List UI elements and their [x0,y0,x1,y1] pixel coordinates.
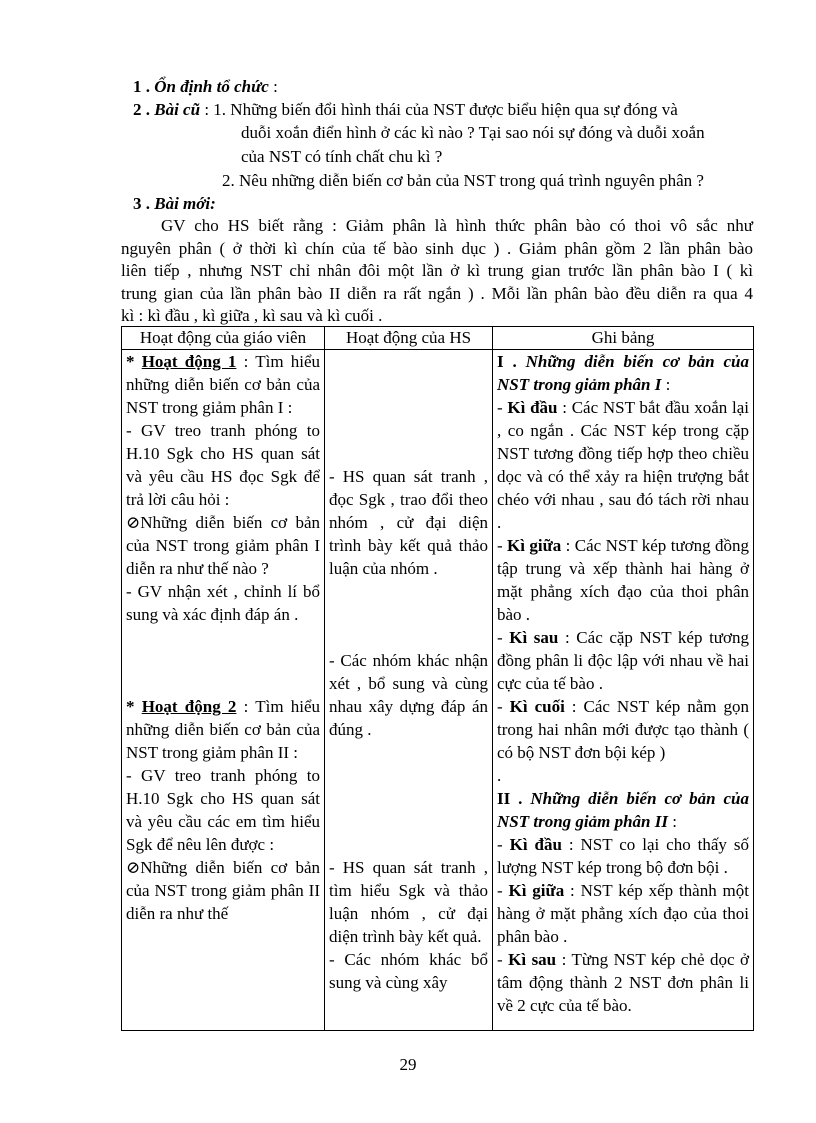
table-row [122,350,754,1031]
activity-2-title: Hoạt động 2 [141,697,237,716]
section-1-heading: 1 . Ổn định tổ chức : [133,77,278,96]
header-board: Ghi bảng [493,327,754,350]
intro-line-2: nguyên phân ( ở thời kì chín của tế bào sinh dục ) . Giảm phân gồm 2 lần phân bào [121,239,753,258]
student-activity-1a: - HS quan sát tranh , đọc Sgk , trao đổi theo nhóm , cử đại diện trình bày kết quả thảo luận của nhóm . [329,467,488,578]
old-lesson-q1-line3: của NST có tính chất chu kì ? [241,147,443,166]
intro-line-4: trung gian của lần phân bào II diễn ra rất ngắn ) . Mỗi lần phân bào đều diễn ra qua 4 [121,284,753,303]
header-teacher: Hoạt động của giáo viên [122,327,325,350]
page-number: 29 [399,1055,417,1074]
old-lesson-q1-line2: duỗi xoắn điển hình ở các kì nào ? Tại sao nói sự đóng và duỗi xoắn [241,123,705,142]
activity-1-title: Hoạt động 1 [141,352,237,371]
teacher-activity-2: * Hoạt động 2 : Tìm hiểu những diễn biến cơ bản của NST trong giảm phân II : - GV treo tranh phóng to H.10 Sgk cho HS quan sát và yêu cầu các em tìm hiểu Sgk để nêu lên được : ⊘Những diễn biến cơ bản của NST trong giảm phân II diễn ra như thế [126,697,321,923]
teacher-activities-cell [122,350,325,1031]
section-3-heading: 3 . Bài mới: [133,194,216,213]
board-notes-cell [493,350,754,1031]
teacher-activity-1: * Hoạt động 1 : Tìm hiểu những diễn biến cơ bản của NST trong giảm phân I : - GV treo tranh phóng to H.10 Sgk cho HS quan sát và yêu cầu HS đọc Sgk để trả lời câu hỏi : ⊘Những diễn biến cơ bản của NST trong giảm phân I diễn ra như thế nào ? - GV nhận xét , chỉnh lí bổ sung và xác định đáp án . [126,352,321,624]
student-activity-2b: - Các nhóm khác bổ sung và cùng xây [329,950,488,992]
student-activity-2a: - HS quan sát tranh , tìm hiểu Sgk và thảo luận nhóm , cử đại diện trình bày kết quả. [329,858,488,946]
old-lesson-q2: 2. Nêu những diễn biến cơ bản của NST trong quá trình nguyên phân ? [222,171,704,190]
board-section-1: I . Những diễn biến cơ bản của NST trong giảm phân I : - Kì đầu : Các NST bắt đầu xoắn lại , co ngắn . Các NST kép trong cặp NST tương đồng tiếp hợp theo chiều dọc và có thể xảy ra hiện trượng bắt chéo với nhau , sau đó tách rời nhau . - Kì giữa : Các NST kép tương đồng tập trung và xếp thành hai hàng ở mặt phẳng xích đạo của thoi phân bào . - Kì sau : Các cặp NST kép tương đồng phân li độc lập với nhau về hai cực của tế bào . - Kì cuối : Các NST kép nằm gọn trong hai nhân mới được tạo thành ( có bộ NST đơn bội kép ) . [497,352,750,785]
lesson-table [121,326,754,1031]
intro-line-5: kì : kì đầu , kì giữa , kì sau và kì cuối . [121,306,383,325]
table-header-row [122,327,754,350]
board-section-2: II . Những diễn biến cơ bản của NST trong giảm phân II : - Kì đầu : NST co lại cho thấy số lượng NST kép trong bộ đơn bội . - Kì giữa : NST kép xếp thành một hàng ở mặt phẳng xích đạo của thoi phân bào . - Kì sau : Từng NST kép chẻ dọc ở tâm động thành 2 NST đơn phân li về 2 cực của tế bào. [497,789,749,1015]
section-2-heading: 2 . Bài cũ : 1. Những biến đổi hình thái của NST được biểu hiện qua sự đóng và [133,100,678,119]
student-activities-cell [325,350,493,1031]
intro-line-3: liên tiếp , nhưng NST chỉ nhân đôi một lần ở kì trung gian trước lần phân bào I ( kì [121,261,753,280]
student-activity-1b: - Các nhóm khác nhận xét , bổ sung và cùng nhau xây dựng đáp án đúng . [329,651,488,739]
header-student: Hoạt động của HS [325,327,493,350]
intro-line-1: GV cho HS biết rằng : Giảm phân là hình thức phân bào có thoi vô sắc như [161,216,753,235]
